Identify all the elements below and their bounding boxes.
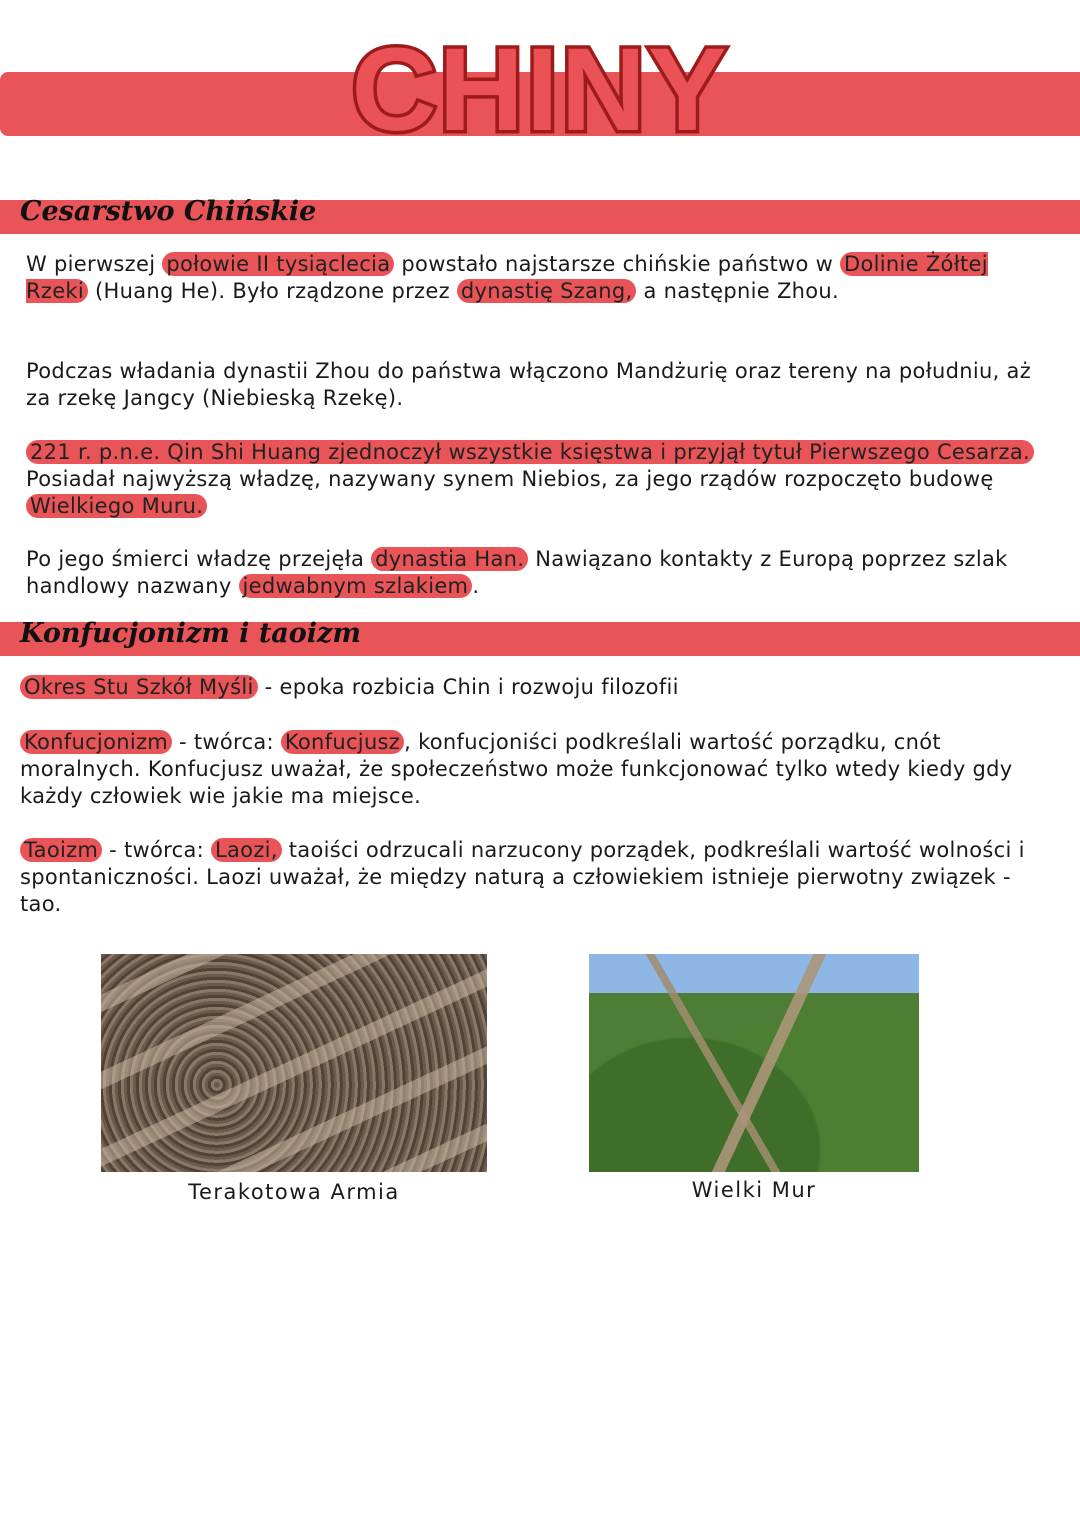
section-heading-konfucjonizm: Konfucjonizm i taoizm <box>20 618 361 649</box>
highlight: dynastię Szang, <box>457 279 637 303</box>
paragraph-konfucjonizm <box>20 729 1040 810</box>
great-wall-caption: Wielki Mur <box>691 1178 817 1202</box>
paragraph-origins <box>26 251 1046 305</box>
text: Posiadał najwyższą władzę, nazywany synem Niebios, za jego rządów rozpoczęto budowę <box>26 467 994 491</box>
text: - twórca: <box>102 838 212 862</box>
paragraph-sto-szkol <box>20 674 1040 701</box>
text: (Huang He). Było rządzone przez <box>88 279 457 303</box>
paragraph-zhou: Podczas władania dynastii Zhou do państwa włączono Mandżurię oraz tereny na południu, aż za rzekę Jangcy (Niebieską Rzekę). <box>26 359 1032 410</box>
great-wall-photo <box>589 954 919 1172</box>
highlight: Wielkiego Muru. <box>26 494 207 518</box>
text: . <box>472 574 480 598</box>
paragraph-qin <box>26 439 1046 520</box>
terracotta-army-caption: Terakotowa Armia <box>188 1180 400 1204</box>
text: - epoka rozbicia Chin i rozwoju filozofii <box>257 675 679 699</box>
highlight: Konfucjonizm <box>20 730 172 754</box>
text: Po jego śmierci władzę przejęła <box>26 547 372 571</box>
text: powstało najstarsze chińskie państwo w <box>394 252 841 276</box>
section-heading-cesarstwo: Cesarstwo Chińskie <box>20 196 317 227</box>
highlight: Okres Stu Szkół Myśli <box>20 675 258 699</box>
terracotta-army-photo <box>101 954 487 1172</box>
paragraph-han <box>26 546 1046 600</box>
text: , konfucjoniści podkreślali wartość porządku, cnót moralnych. Konfucjusz uważał, że społeczeństwo może funkcjonować tylko wtedy kiedy gdy każdy człowiek wie jakie ma miejsce. <box>20 730 1013 808</box>
text: - twórca: <box>172 730 281 754</box>
page-title: CHINY <box>351 24 729 156</box>
text: Nawiązano kontakty z Europą poprzez szlak handlowy nazwany <box>26 547 1008 598</box>
highlight: Dolinie Żółtej Rzeki <box>26 252 988 303</box>
text: a następnie Zhou. <box>636 279 839 303</box>
highlight: 221 r. p.n.e. Qin Shi Huang zjednoczył wszystkie księstwa i przyjął tytuł Pierwszego Cesarza. <box>26 440 1034 464</box>
text: taoiści odrzucali narzucony porządek, podkreślali wartość wolności i spontaniczności. Laozi uważał, że między naturą a człowiekiem istnieje pierwotny związek - tao. <box>20 838 1025 916</box>
paragraph-taoizm <box>20 837 1040 918</box>
highlight: Laozi, <box>211 838 282 862</box>
highlight: jedwabnym szlakiem <box>239 574 473 598</box>
text: W pierwszej <box>26 252 163 276</box>
highlight: Taoizm <box>20 838 102 862</box>
highlight: połowie II tysiąclecia <box>162 252 394 276</box>
highlight: dynastia Han. <box>371 547 528 571</box>
highlight: Konfucjusz <box>281 730 404 754</box>
